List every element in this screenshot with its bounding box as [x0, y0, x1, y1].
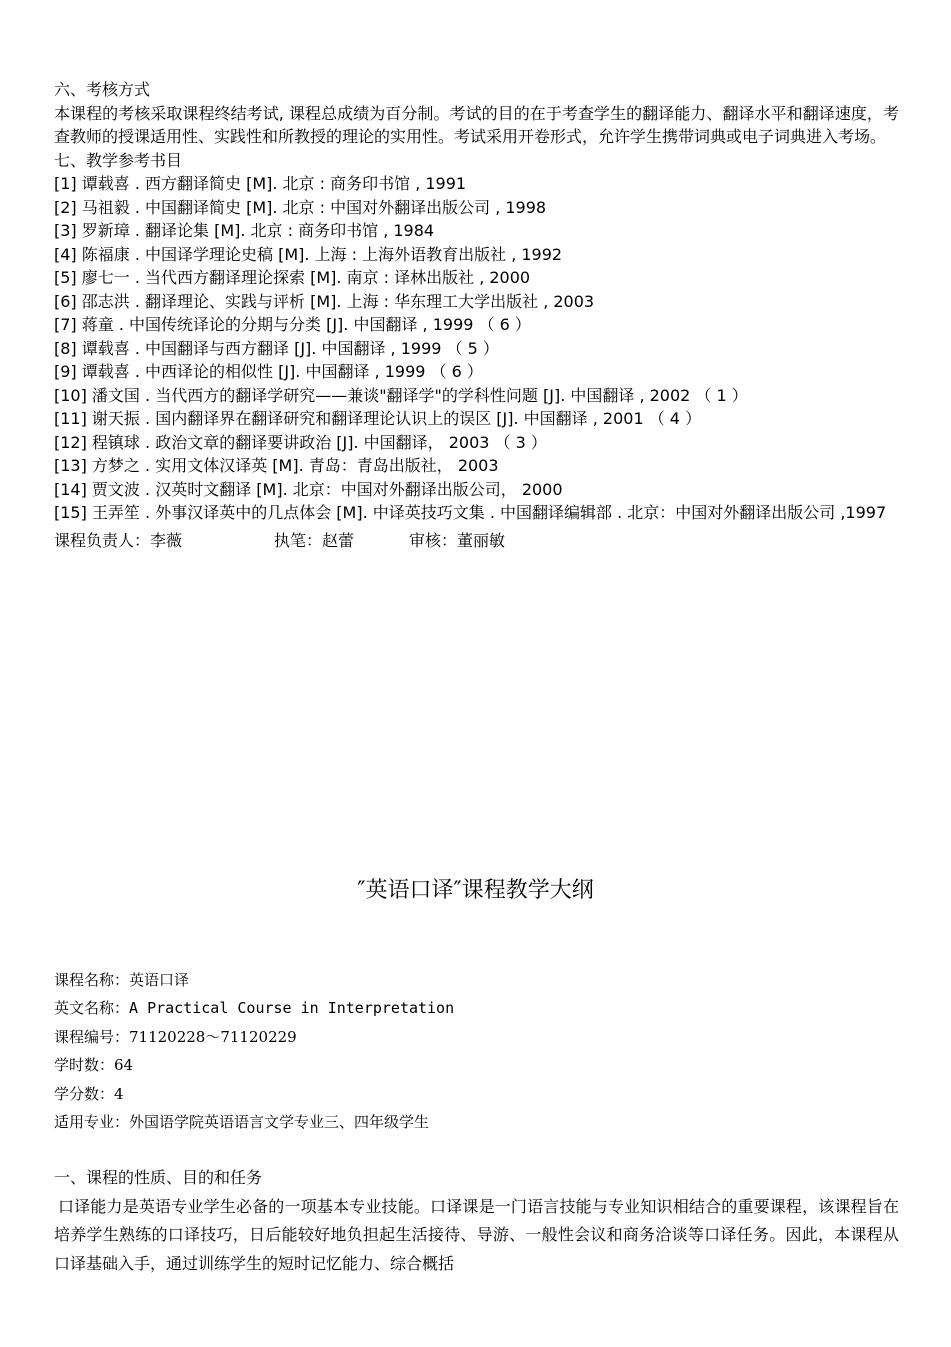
- assessment-heading: 六、考核方式: [54, 80, 151, 99]
- course-info: [54, 966, 454, 1136]
- course-credits: 学分数：4: [54, 1084, 124, 1103]
- course-name: 课程名称：英语口译: [54, 971, 190, 989]
- section-1-heading: 一、课程的性质、目的和任务: [54, 1168, 263, 1187]
- reference-item: [1] 谭载喜 . 西方翻译简史 [M]. 北京 : 商务印书馆 , 1991: [54, 174, 467, 193]
- writer: 执笔：赵蕾: [274, 530, 355, 550]
- reference-item: [5] 廖七一 . 当代西方翻译理论探索 [M]. 南京 : 译林出版社 , 2000: [54, 268, 531, 287]
- reference-item: [6] 邵志洪 . 翻译理论、实践与评析 [M]. 上海 : 华东理工大学出版社 , 2003: [54, 291, 595, 311]
- applicable-major: 适用专业：外国语学院英语语言文学专业三、四年级学生: [54, 1113, 430, 1132]
- course-lead: 课程负责人：李薇: [54, 530, 183, 550]
- reference-item: [8] 谭载喜 . 中国翻译与西方翻译 [J]. 中国翻译 , 1999 （ 5 ）: [54, 338, 499, 358]
- reference-item: [13] 方梦之 . 实用文体汉译英 [M]. 青岛：青岛出版社， 2003: [54, 456, 499, 475]
- reference-item: [15] 王弄笙 . 外事汉译英中的几点体会 [M]. 中译英技巧文集 . 中国翻译编辑部 . 北京：中国对外翻译出版公司 ,1997: [54, 503, 887, 522]
- english-name: A Practical Course in Interpretation: [129, 999, 455, 1018]
- reference-item: [9] 谭载喜 . 中西译论的相似性 [J]. 中国翻译 , 1999 （ 6 ）: [54, 362, 483, 381]
- reference-item: [11] 谢天振 . 国内翻译界在翻译研究和翻译理论认识上的误区 [J]. 中国翻译 , 2001 （ 4 ）: [54, 409, 702, 428]
- section-1-paragraph: 口译能力是英语专业学生必备的一项基本专业技能。口译课是一门语言技能与专业知识相结合的重要课程，该课程旨在培养学生熟练的口译技巧，日后能较好地负担起生活接待、导游、一般性会议和商务洽谈等口译任务。因此，本课程从口译基础入手，通过训练学生的短时记忆能力、综合概括: [54, 1196, 899, 1273]
- reference-item: [7] 蒋童 . 中国传统译论的分期与分类 [J]. 中国翻译 , 1999 （ 6 ）: [54, 315, 531, 334]
- reference-item: [2] 马祖毅 . 中国翻译简史 [M]. 北京 : 中国对外翻译出版公司 , 1998: [54, 197, 547, 217]
- class-hours: 学时数：64: [54, 1056, 134, 1075]
- credits-line: [54, 529, 899, 553]
- course-code: 课程编号：71120228～71120229: [54, 1027, 297, 1046]
- reference-item: [10] 潘文国 . 当代西方的翻译学研究——兼谈"翻译学"的学科性问题 [J]. 中国翻译 , 2002 （ 1 ）: [54, 385, 748, 405]
- syllabus-title: ″英语口译″课程教学大纲: [357, 878, 594, 903]
- reference-item: [4] 陈福康 . 中国译学理论史稿 [M]. 上海 : 上海外语教育出版社 , 1992: [54, 244, 563, 264]
- reference-item: [3] 罗新璋 . 翻译论集 [M]. 北京 : 商务印书馆 , 1984: [54, 221, 435, 240]
- english-name-label: 英文名称：: [54, 999, 130, 1018]
- reference-item: [12] 程镇球 . 政治文章的翻译要讲政治 [J]. 中国翻译， 2003 （ 3 ）: [54, 432, 547, 452]
- reference-list: [54, 172, 899, 525]
- syllabus-section-1: [54, 1164, 899, 1278]
- reviewer: 审核：董丽敏: [409, 530, 506, 550]
- references-heading: 七、教学参考书目: [54, 150, 183, 170]
- previous-syllabus-tail: [54, 78, 899, 552]
- english-name-row: [54, 994, 454, 1022]
- reference-item: [14] 贾文波 . 汉英时文翻译 [M]. 北京：中国对外翻译出版公司， 2000: [54, 479, 563, 499]
- assessment-paragraph: 本课程的考核采取课程终结考试, 课程总成绩为百分制。考试的目的在于考查学生的翻译能力、翻译水平和翻译速度，考查教师的授课适用性、实践性和所教授的理论的实用性。考试采用开卷形式，允许学生携带词典或电子词典进入考场。: [54, 103, 899, 146]
